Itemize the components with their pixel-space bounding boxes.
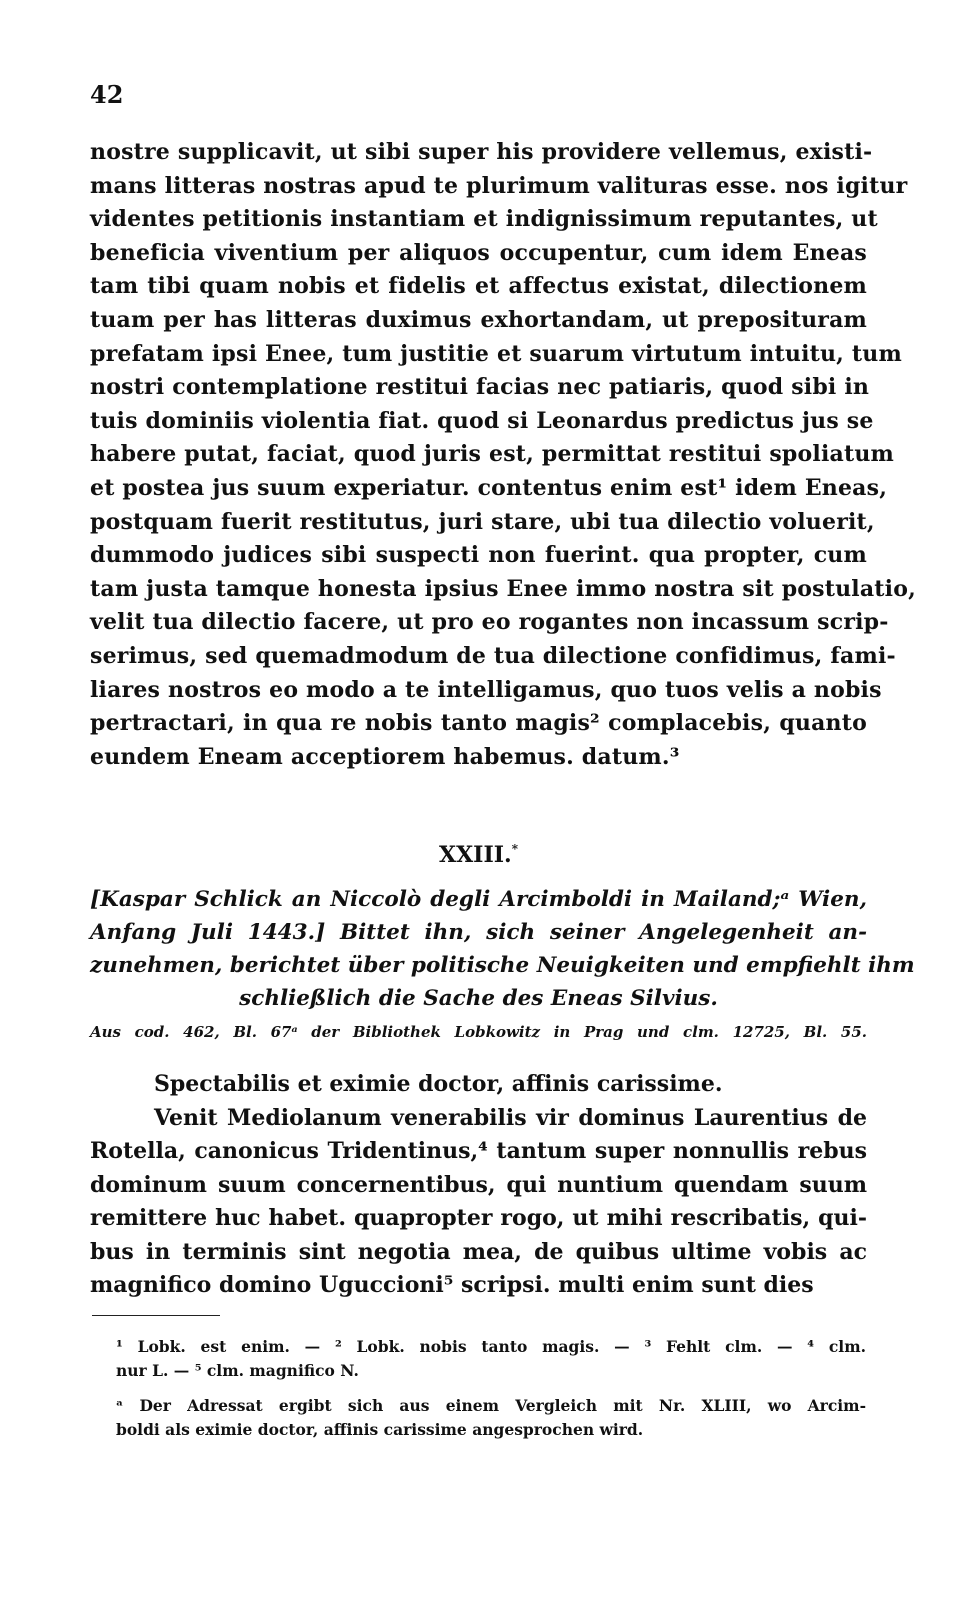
regest-line: zunehmen, berichtet über politische Neuigkeiten und empfiehlt ihm (90, 953, 915, 978)
text-line: et postea jus suum experiatur. contentus enim est¹ idem Eneas, (90, 474, 888, 501)
footnotes (116, 1335, 866, 1453)
text-line: pertractari, in qua re nobis tanto magis² complacebis, quanto (90, 710, 867, 737)
text-line: habere putat, faciat, quod juris est, permittat restitui spoliatum (90, 441, 894, 468)
text-line: tam justa tamque honesta ipsius Enee immo nostra sit postulatio, (90, 575, 916, 602)
text-line: tuis dominiis violentia fiat. quod si Leonardus predictus jus se (90, 407, 874, 434)
footnote-line: boldi als eximie doctor, affinis carissime angesprochen wird. (116, 1420, 644, 1439)
footnote-line: ᵃ Der Adressat ergibt sich aus einem Vergleich mit Nr. XLIII, wo Arcim- (116, 1396, 866, 1415)
regest-line: [Kaspar Schlick an Niccolò degli Arcimboldi in Mailand;ᵃ Wien, (90, 887, 867, 912)
text-line: tam tibi quam nobis et fidelis et affectus existat, dilectionem (90, 273, 867, 300)
section-marker: * (511, 842, 518, 856)
text-line: postquam fuerit restitutus, juri stare, ubi tua dilectio voluerit, (90, 508, 875, 535)
text-line: dominum suum concernentibus, qui nuntium quendam suum (90, 1171, 867, 1198)
text-line: bus in terminis sint negotia mea, de quibus ultime vobis ac (90, 1238, 867, 1265)
source-note: Aus cod. 462, Bl. 67ᵃ der Bibliothek Lobkowitz in Prag und clm. 12725, Bl. 55. (90, 1023, 867, 1041)
text-line: magnifico domino Uguccioni⁵ scripsi. multi enim sunt dies (90, 1272, 814, 1298)
footnotes-lettered (116, 1394, 866, 1442)
footnote-line: nur L. — ⁵ clm. magnifico N. (116, 1361, 359, 1380)
text-line: remittere huc habet. quapropter rogo, ut mihi rescribatis, qui- (90, 1205, 867, 1231)
text-line: liares nostros eo modo a te intelligamus, quo tuos velis a nobis (90, 676, 882, 703)
regest (90, 883, 915, 1015)
text-line: prefatam ipsi Enee, tum justitie et suarum virtutum intuitu, tum (90, 340, 902, 367)
text-line: mans litteras nostras apud te plurimum valituras esse. nos igitur (90, 172, 908, 199)
text-line: nostre supplicavit, ut sibi super his providere vellemus, existi- (90, 139, 873, 165)
letter-salutation: Spectabilis et eximie doctor, affinis carissime. (154, 1071, 723, 1097)
paragraph-continuation (90, 136, 916, 774)
text-line: videntes petitionis instantiam et indignissimum reputantes, ut (90, 206, 878, 233)
text-line: velit tua dilectio facere, ut pro eo rogantes non incassum scrip- (90, 609, 889, 636)
footnote-rule (92, 1315, 220, 1316)
text-line: nostri contemplatione restitui facias nec patiaris, quod sibi in (90, 374, 870, 401)
footnote-line: ¹ Lobk. est enim. — ² Lobk. nobis tanto magis. — ³ Fehlt clm. — ⁴ clm. (116, 1337, 866, 1356)
section-heading (90, 842, 867, 868)
footnotes-numbered (116, 1335, 866, 1383)
text-line: eundem Eneam acceptiorem habemus. datum.³ (90, 743, 680, 770)
regest-line: schließlich die Sache des Eneas Silvius. (239, 986, 718, 1011)
section-number: XXIII. (439, 842, 512, 868)
page-number: 42 (90, 80, 124, 109)
text-line: tuam per has litteras duximus exhortandam, ut preposituram (90, 306, 867, 333)
regest-line: Anfang Juli 1443.] Bittet ihn, sich seiner Angelegenheit an- (90, 920, 867, 945)
text-line: beneficia viventium per aliquos occupentur, cum idem Eneas (90, 239, 867, 266)
text-line: serimus, sed quemadmodum de tua dilectione confidimus, fami- (90, 642, 896, 669)
text-line: Venit Mediolanum venerabilis vir dominus Laurentius de (154, 1104, 867, 1131)
letter-body (90, 1068, 867, 1303)
text-line: dummodo judices sibi suspecti non fuerint. qua propter, cum (90, 542, 867, 569)
text-line: Rotella, canonicus Tridentinus,⁴ tantum super nonnullis rebus (90, 1138, 867, 1164)
